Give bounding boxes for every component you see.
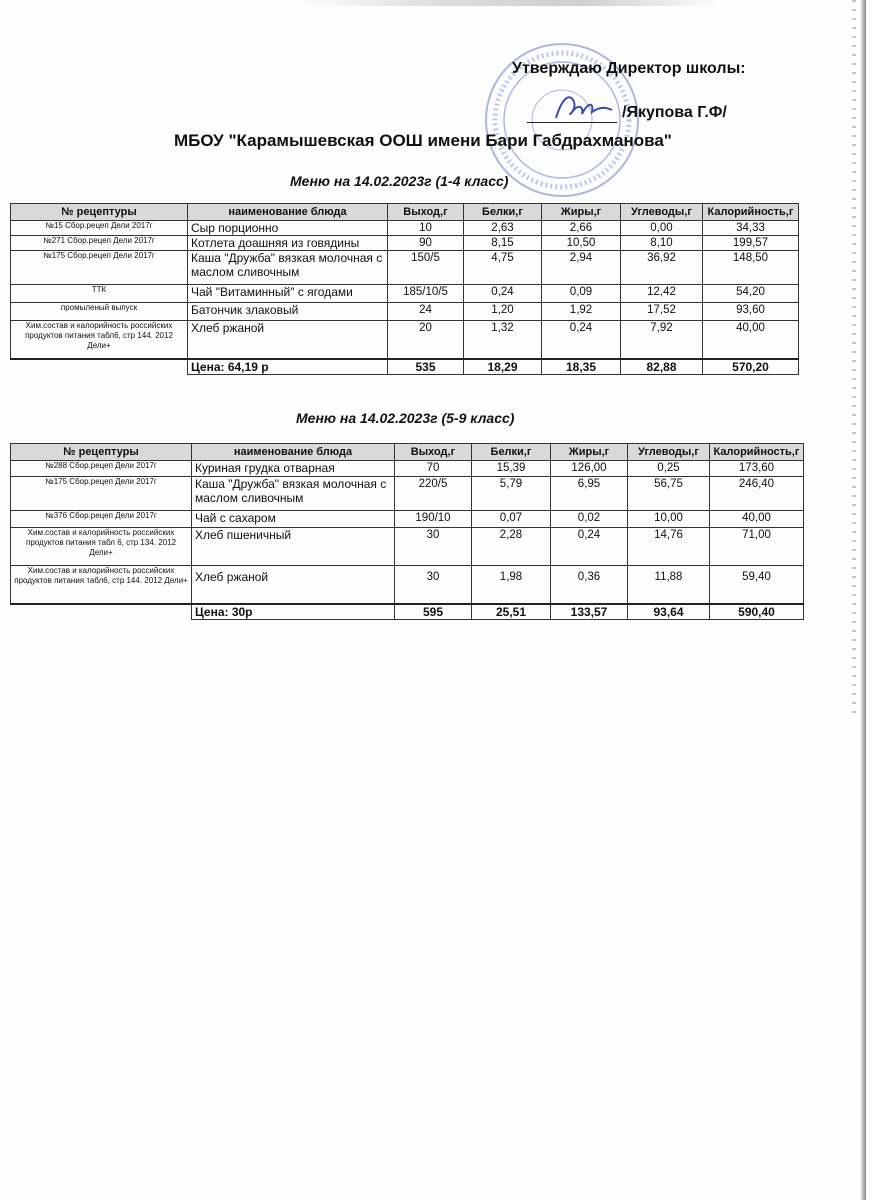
signature-line: [527, 122, 617, 123]
approval-line: Утверждаю Директор школы:: [512, 60, 746, 77]
recipe-code: №175 Сбор.рецеп Дели 2017г: [11, 477, 192, 511]
calories: 199,57: [703, 236, 799, 251]
menu-table-5-9: [10, 443, 804, 620]
dish-name: Каша "Дружба" вязкая молочная с маслом сливочным: [192, 477, 395, 511]
fat: 0,02: [551, 511, 628, 528]
calories: 40,00: [703, 321, 799, 359]
yield: 30: [395, 528, 472, 566]
fat: 0,24: [551, 528, 628, 566]
menu-table-1-4: [10, 203, 799, 375]
carbs: 12,42: [621, 285, 703, 303]
yield: 185/10/5: [388, 285, 464, 303]
calories: 59,40: [710, 566, 804, 604]
yield: 20: [388, 321, 464, 359]
table-row: [11, 221, 799, 236]
fat: 6,95: [551, 477, 628, 511]
recipe-code: №288 Сбор.рецеп Дели 2017г: [11, 461, 192, 477]
protein: 2,63: [464, 221, 542, 236]
total-carbs: 82,88: [621, 359, 703, 375]
organization-title: МБОУ "Карамышевская ООШ имени Бари Габдрахманова": [174, 131, 672, 150]
table-row: [11, 511, 804, 528]
table-row: [11, 461, 804, 477]
menu-title-1-4: Меню на 14.02.2023г (1-4 класс): [290, 173, 509, 189]
calories: 71,00: [710, 528, 804, 566]
total-yield: 535: [388, 359, 464, 375]
carbs: 0,25: [628, 461, 710, 477]
column-header: № рецептуры: [11, 444, 192, 461]
yield: 190/10: [395, 511, 472, 528]
dish-name: Хлеб пшеничный: [192, 528, 395, 566]
recipe-code: Хим.состав и калорийность российских продуктов питания табл6, стр 144. 2012 Дели+: [11, 321, 188, 359]
fat: 2,66: [542, 221, 621, 236]
recipe-code: №376 Сбор.рецеп Дели 2017г: [11, 511, 192, 528]
column-header: Жиры,г: [542, 204, 621, 221]
empty-cell: [11, 359, 188, 375]
table-row: [11, 251, 799, 285]
protein: 0,07: [472, 511, 551, 528]
calories: 246,40: [710, 477, 804, 511]
total-row: [11, 604, 804, 620]
calories: 54,20: [703, 285, 799, 303]
table-row: [11, 566, 804, 604]
dish-name: Котлета доашняя из говядины: [188, 236, 388, 251]
recipe-code: №15 Сбор.рецеп Дели 2017г: [11, 221, 188, 236]
dish-name: Сыр порционно: [188, 221, 388, 236]
table-row: [11, 321, 799, 359]
empty-cell: [11, 604, 192, 620]
carbs: 8,10: [621, 236, 703, 251]
carbs: 17,52: [621, 303, 703, 321]
table-header: [11, 204, 799, 221]
menu-title-5-9: Меню на 14.02.2023г (5-9 класс): [296, 410, 515, 426]
recipe-code: №271 Сбор.рецеп Дели 2017г: [11, 236, 188, 251]
dish-name: Чай с сахаром: [192, 511, 395, 528]
director-name: /Якупова Г.Ф/: [622, 104, 727, 121]
column-header: наименование блюда: [188, 204, 388, 221]
total-row: [11, 359, 799, 375]
column-header: Углеводы,г: [621, 204, 703, 221]
fat: 0,24: [542, 321, 621, 359]
recipe-code: Хим.состав и калорийность российских продуктов питания табл 6, стр 134. 2012 Дели+: [11, 528, 192, 566]
fat: 10,50: [542, 236, 621, 251]
carbs: 36,92: [621, 251, 703, 285]
price: Цена: 64,19 р: [188, 359, 388, 375]
column-header: Белки,г: [464, 204, 542, 221]
total-calories: 570,20: [703, 359, 799, 375]
total-calories: 590,40: [710, 604, 804, 620]
table-row: [11, 477, 804, 511]
table-row: [11, 303, 799, 321]
fat: 2,94: [542, 251, 621, 285]
yield: 220/5: [395, 477, 472, 511]
recipe-code: ТТК: [11, 285, 188, 303]
calories: 148,50: [703, 251, 799, 285]
dish-name: Хлеб ржаной: [192, 566, 395, 604]
fat: 1,92: [542, 303, 621, 321]
column-header: Калорийность,г: [703, 204, 799, 221]
protein: 1,32: [464, 321, 542, 359]
calories: 34,33: [703, 221, 799, 236]
scan-edge: [860, 0, 866, 1200]
total-protein: 25,51: [472, 604, 551, 620]
dish-name: Каша "Дружба" вязкая молочная с маслом сливочным: [188, 251, 388, 285]
total-fat: 18,35: [542, 359, 621, 375]
recipe-code: Хим.состав и калорийность российских продуктов питания табл6, стр 144. 2012 Дели+: [11, 566, 192, 604]
recipe-code: промыленый выпуск: [11, 303, 188, 321]
yield: 150/5: [388, 251, 464, 285]
yield: 30: [395, 566, 472, 604]
protein: 0,24: [464, 285, 542, 303]
calories: 93,60: [703, 303, 799, 321]
total-fat: 133,57: [551, 604, 628, 620]
scan-artifact: [300, 0, 720, 6]
column-header: Углеводы,г: [628, 444, 710, 461]
yield: 10: [388, 221, 464, 236]
carbs: 0,00: [621, 221, 703, 236]
table-row: [11, 236, 799, 251]
column-header: Жиры,г: [551, 444, 628, 461]
fat: 126,00: [551, 461, 628, 477]
yield: 70: [395, 461, 472, 477]
carbs: 7,92: [621, 321, 703, 359]
table-row: [11, 285, 799, 303]
dish-name: Хлеб ржаной: [188, 321, 388, 359]
table-header: [11, 444, 804, 461]
table-row: [11, 528, 804, 566]
dish-name: Батончик злаковый: [188, 303, 388, 321]
protein: 5,79: [472, 477, 551, 511]
total-protein: 18,29: [464, 359, 542, 375]
fat: 0,36: [551, 566, 628, 604]
dish-name: Куриная грудка отварная: [192, 461, 395, 477]
carbs: 11,88: [628, 566, 710, 604]
protein: 4,75: [464, 251, 542, 285]
dish-name: Чай "Витаминный" с ягодами: [188, 285, 388, 303]
total-yield: 595: [395, 604, 472, 620]
fat: 0,09: [542, 285, 621, 303]
column-header: Калорийность,г: [710, 444, 804, 461]
calories: 173,60: [710, 461, 804, 477]
protein: 15,39: [472, 461, 551, 477]
protein: 8,15: [464, 236, 542, 251]
yield: 24: [388, 303, 464, 321]
total-carbs: 93,64: [628, 604, 710, 620]
calories: 40,00: [710, 511, 804, 528]
yield: 90: [388, 236, 464, 251]
signature: [548, 88, 618, 124]
column-header: Выход,г: [395, 444, 472, 461]
scan-artifact: [852, 0, 856, 720]
column-header: Выход,г: [388, 204, 464, 221]
protein: 1,20: [464, 303, 542, 321]
column-header: № рецептуры: [11, 204, 188, 221]
recipe-code: №175 Сбор.рецеп Дели 2017г: [11, 251, 188, 285]
price: Цена: 30р: [192, 604, 395, 620]
column-header: наименование блюда: [192, 444, 395, 461]
column-header: Белки,г: [472, 444, 551, 461]
carbs: 14,76: [628, 528, 710, 566]
carbs: 56,75: [628, 477, 710, 511]
protein: 2,28: [472, 528, 551, 566]
protein: 1,98: [472, 566, 551, 604]
carbs: 10,00: [628, 511, 710, 528]
